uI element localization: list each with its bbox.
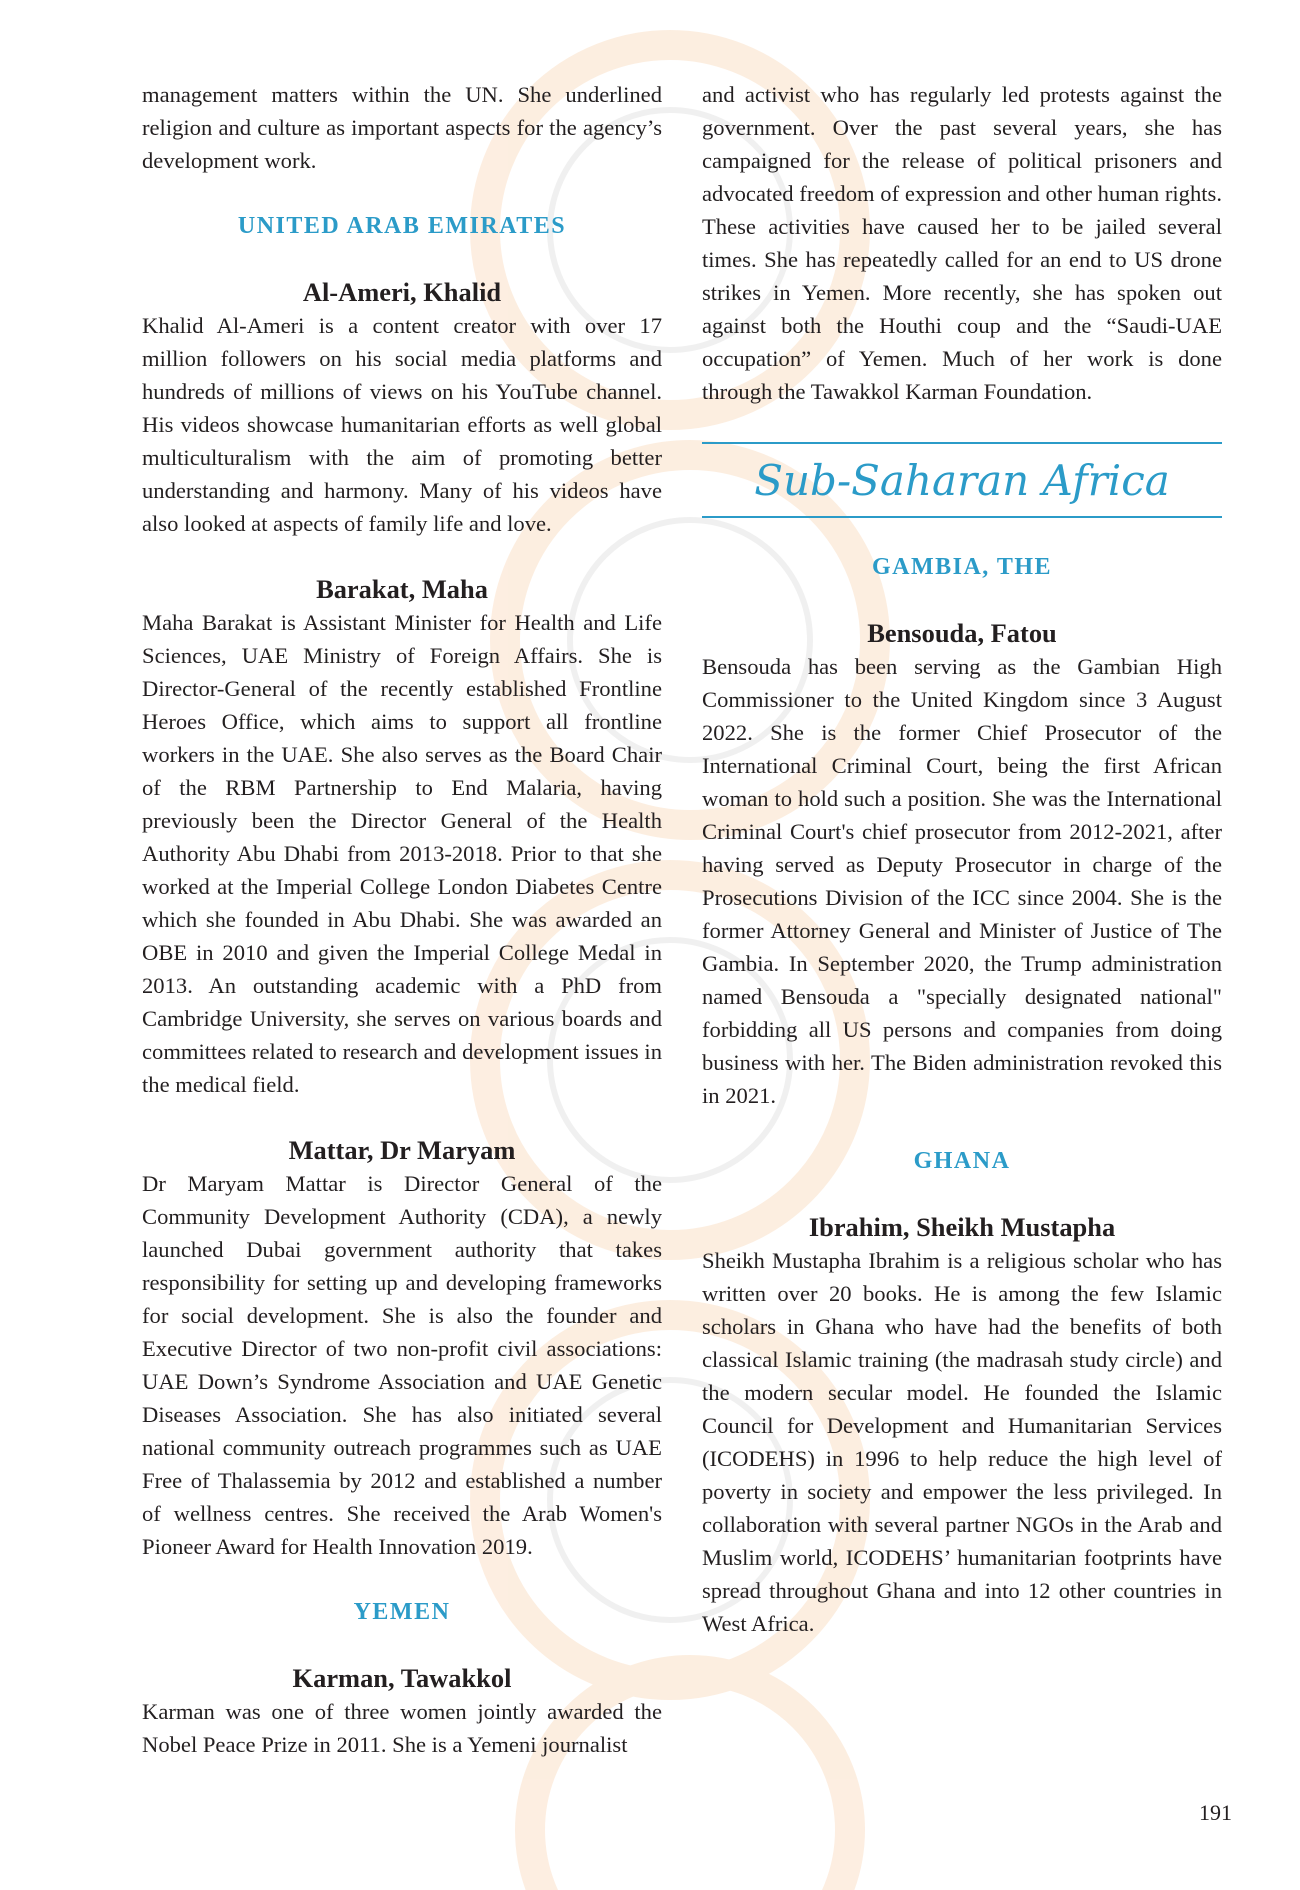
page-number: 191 bbox=[1199, 1800, 1232, 1825]
bio-al-ameri: Khalid Al-Ameri is a content creator with over 17 million followers on his social media platforms and hundreds of millions of views on his YouTube channel. His videos showcase humanitarian efforts as well global multiculturalism with the aim of promoting better understanding and harmony. Many of his videos have also looked at aspects of family life and love. bbox=[142, 313, 662, 536]
bio-ibrahim: Sheikh Mustapha Ibrahim is a religious scholar who has written over 20 books. He is among the few Islamic scholars in Ghana who have had the benefits of both classical Islamic training (the madrasah study circle) and the modern secular model. He founded the Islamic Council for Development and Humanitarian Services (ICODEHS) in 1996 to help reduce the high level of poverty in society and empower the less privileged. In collaboration with several partner NGOs in the Arab and Muslim world, ICODEHS’ humanitarian footprints have spread throughout Ghana and into 12 other countries in West Africa. bbox=[702, 1248, 1222, 1636]
region-title: Sub-Saharan Africa bbox=[754, 455, 1170, 505]
bio-barakat: Maha Barakat is Assistant Minister for Health and Life Sciences, UAE Ministry of Foreign Affairs. She is Director-General of the recently established Frontline Heroes Office, which aims to support all frontline workers in the UAE. She also serves as the Board Chair of the RBM Partnership to End Malaria, having previously been the Director General of the Health Authority Abu Dhabi from 2013-2018. Prior to that she worked at the Imperial College London Diabetes Centre which she founded in Abu Dhabi. She was awarded an OBE in 2010 and given the Imperial College Medal in 2013. An outstanding academic with a PhD from Cambridge University, she serves on various boards and committees related to research and development issues in the medical field. bbox=[142, 610, 662, 1097]
bio-karman: Karman was one of three women jointly awarded the Nobel Peace Prize in 2011. She is a Yemeni journalist bbox=[142, 1699, 662, 1757]
person-name-karman: Karman, Tawakkol bbox=[292, 1663, 512, 1693]
country-heading-ghana: GHANA bbox=[913, 1148, 1011, 1174]
right-column bbox=[702, 78, 1222, 1640]
region-banner bbox=[702, 442, 1222, 518]
country-heading-uae: UNITED ARAB EMIRATES bbox=[237, 213, 567, 239]
person-name-barakat: Barakat, Maha bbox=[316, 574, 488, 604]
continued-paragraph: and activist who has regularly led protests against the government. Over the past several years, she has campaigned for the release of political prisoners and advocated freedom of expression and other human rights. These activities have caused her to be jailed several times. She has repeatedly called for an end to US drone strikes in Yemen. More recently, she has spoken out against both the Houthi coup and the “Saudi-UAE occupation” of Yemen. Much of her work is done through the Tawakkol Karman Foundation. bbox=[702, 82, 1222, 404]
person-name-mattar: Mattar, Dr Maryam bbox=[288, 1135, 516, 1165]
bio-mattar: Dr Maryam Mattar is Director General of the Community Development Authority (CDA), a newly launched Dubai government authority that takes responsibility for setting up and developing frameworks for social development. She is also the founder and Executive Director of two non-profit civil associations: UAE Down’s Syndrome Association and UAE Genetic Diseases Association. She has also initiated several national community outreach programmes such as UAE Free of Thalassemia by 2012 and established a number of wellness centres. She received the Arab Women's Pioneer Award for Health Innovation 2019. bbox=[142, 1171, 662, 1559]
person-name-bensouda: Bensouda, Fatou bbox=[867, 618, 1057, 648]
left-column bbox=[142, 78, 662, 1761]
intro-paragraph: management matters within the UN. She underlined religion and culture as important aspects for the agency’s development work. bbox=[142, 82, 662, 173]
country-heading-yemen: YEMEN bbox=[353, 1599, 451, 1625]
person-name-al-ameri: Al-Ameri, Khalid bbox=[302, 277, 502, 307]
country-heading-gambia: GAMBIA, THE bbox=[871, 554, 1053, 580]
bio-bensouda: Bensouda has been serving as the Gambian High Commissioner to the United Kingdom since 3 August 2022. She is the former Chief Prosecutor of the International Criminal Court, being the first African woman to hold such a position. She was the International Criminal Court's chief prosecutor from 2012-2021, after having served as Deputy Prosecutor in charge of the Prosecutions Division of the ICC since 2004. She is the former Attorney General and Minister of Justice of The Gambia. In September 2020, the Trump administration named Bensouda a "specially designated national" forbidding all US persons and companies from doing business with her. The Biden administration revoked this in 2021. bbox=[702, 654, 1222, 1108]
person-name-ibrahim: Ibrahim, Sheikh Mustapha bbox=[808, 1212, 1116, 1242]
